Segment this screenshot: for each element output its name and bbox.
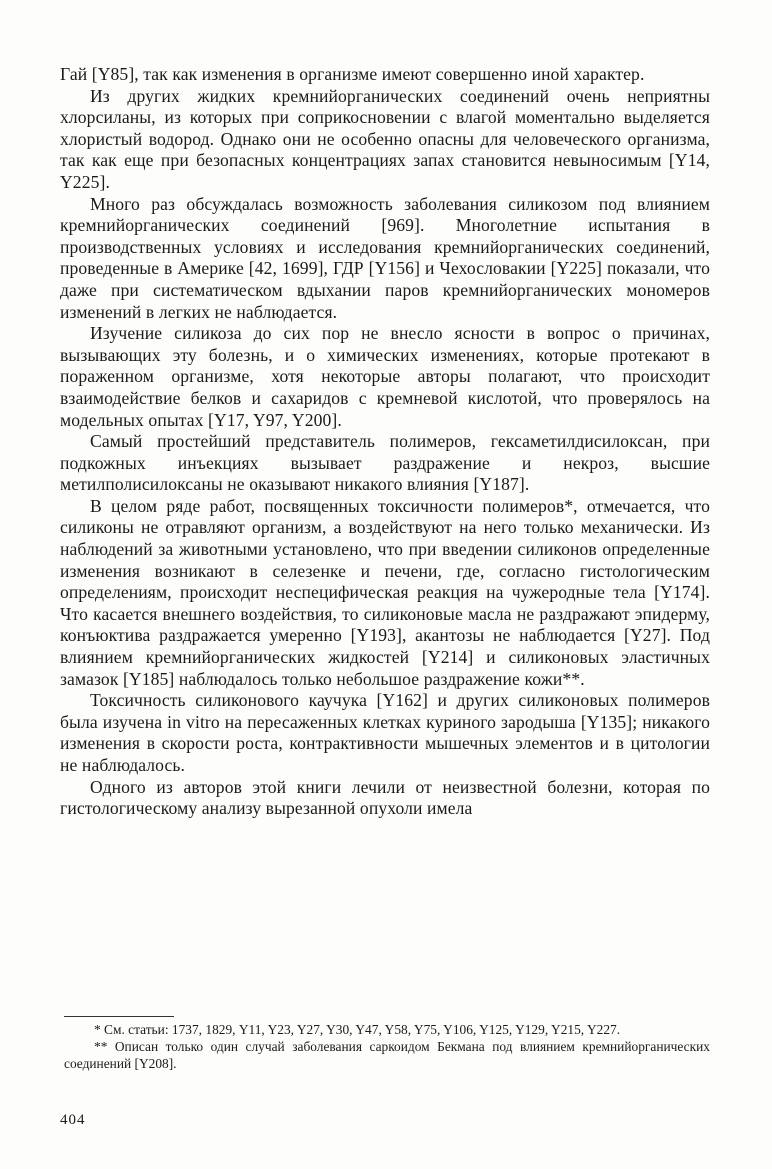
paragraph-2: Из других жидких кремнийорганических соединений очень неприятны хлорсиланы, из которых при соприкосновении с влагой моментально выделяется хлористый водород. Однако они не особенно опасны для человеческого организма, так как еще при безопасных концентрациях запах становится невыносимым [Y14, Y225]. (60, 85, 710, 192)
footnote-1: * См. статьи: 1737, 1829, Y11, Y23, Y27, Y30, Y47, Y58, Y75, Y106, Y125, Y129, Y215, Y227. (94, 1022, 621, 1037)
footnote-divider (64, 1016, 174, 1017)
paragraph-1: Гай [Y85], так как изменения в организме имеют совершенно иной характер. (60, 64, 645, 84)
main-text (60, 64, 710, 820)
paragraph-5: Самый простейший представитель полимеров, гексаметилдисилоксан, при подкожных инъекциях вызывает раздражение и некроз, высшие метилполисилоксаны не оказывают никакого влияния [Y187]. (60, 431, 710, 495)
paragraph-8: Одного из авторов этой книги лечили от неизвестной болезни, которая по гистологическому анализу вырезанной опухоли имела (60, 776, 710, 819)
footnote-2: ** Описан только один случай заболевания саркоидом Бекмана под влиянием кремнийорганических соединений [Y208]. (64, 1039, 710, 1071)
page-number: 404 (60, 1112, 86, 1128)
paragraph-3: Много раз обсуждалась возможность заболевания силикозом под влиянием кремнийорганических соединений [969]. Многолетние испытания в производственных условиях и исследования кремнийорганических соединений, проведенные в Америке [42, 1699], ГДР [Y156] и Чехословакии [Y225] показали, что даже при систематическом вдыхании паров кремнийорганических мономеров изменений в легких не наблюдается. (60, 193, 710, 322)
footnotes (64, 1021, 710, 1072)
paragraph-6: В целом ряде работ, посвященных токсичности полимеров*, отмечается, что силиконы не отравляют организм, а воздействуют на него только механически. Из наблюдений за животными установлено, что при введении силиконов определенные изменения возникают в селезенке и печени, где, согласно гистологическим определениям, происходит неспецифическая реакция на чужеродные тела [Y174]. Что касается внешнего воздействия, то силиконовые масла не раздражают эпидерму, конъюктива раздражается умеренно [Y193], акантозы не наблюдается [Y27]. Под влиянием кремнийорганических жидкостей [Y214] и силиконовых эластичных замазок [Y185] наблюдалось только небольшое раздражение кожи**. (60, 495, 710, 689)
paragraph-4: Изучение силикоза до сих пор не внесло ясности в вопрос о причинах, вызывающих эту болезнь, и о химических изменениях, которые протекают в пораженном организме, хотя некоторые авторы полагают, что происходит взаимодействие белков и сахаридов с кремневой кислотой, что проверялось на модельных опытах [Y17, Y97, Y200]. (60, 323, 710, 430)
paragraph-7: Токсичность силиконового каучука [Y162] и других силиконовых полимеров была изучена in vitro на пересаженных клетках куриного зародыша [Y135]; никакого изменения в скорости роста, контрактивности мышечных элементов и в цитологии не наблюдалось. (60, 690, 710, 775)
